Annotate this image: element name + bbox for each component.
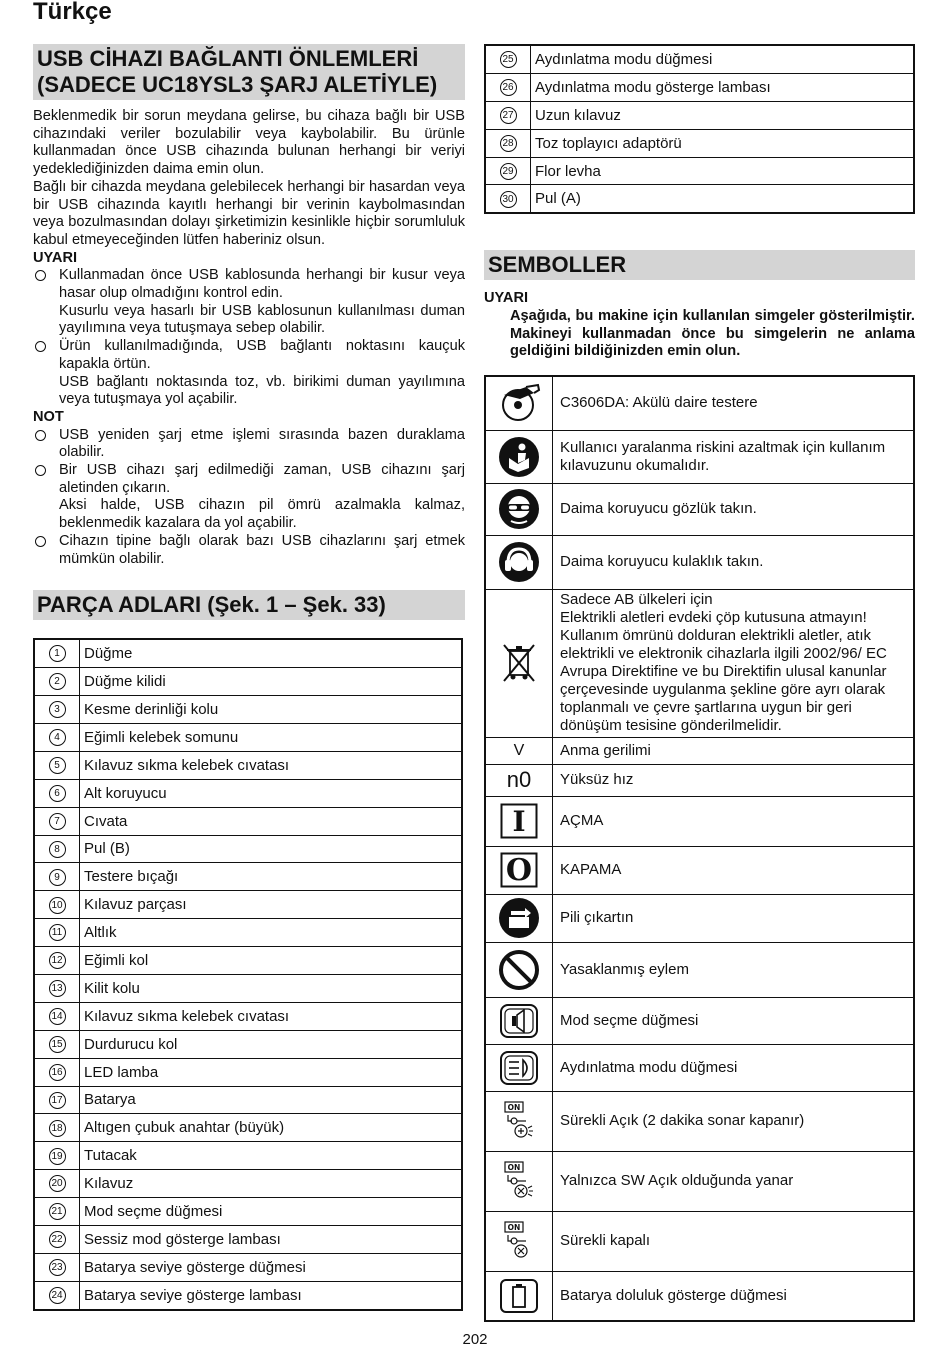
- part-row: [34, 974, 462, 1002]
- part-row: [34, 1030, 462, 1058]
- part-name: Eğimli kol: [80, 947, 463, 975]
- part-row: [34, 863, 462, 891]
- part-number: 14: [49, 1008, 66, 1025]
- part-row: [34, 723, 462, 751]
- part-number-cell: [34, 807, 80, 835]
- part-row: [34, 1142, 462, 1170]
- part-number-cell: [485, 185, 531, 213]
- remove-battery-icon: [486, 897, 552, 939]
- parts-table-right: [484, 44, 915, 214]
- bullet-circle-icon: [35, 270, 46, 281]
- part-number: 1: [49, 645, 66, 662]
- part-row: [34, 891, 462, 919]
- part-row: [34, 807, 462, 835]
- part-row: [34, 947, 462, 975]
- switch-on-icon: [486, 803, 552, 839]
- part-number: 25: [500, 51, 517, 68]
- symbol-row: [485, 1151, 914, 1211]
- usb-paragraph-1: Beklenmedik bir sorun meydana gelirse, bu cihaza bağlı bir USB cihazındaki veriler bozulabilir veya kaybolabilir. Bu ürünle kullanmadan önce USB cihazında bulunan herhangi bir veriyi yedeklediğinizden daima emin olun.: [33, 108, 465, 178]
- symbol-row: [485, 894, 914, 942]
- part-name: Tutacak: [80, 1142, 463, 1170]
- symbol-row: [485, 1044, 914, 1091]
- part-row: [34, 779, 462, 807]
- part-number: 2: [49, 673, 66, 690]
- symbol-row: [485, 589, 914, 737]
- part-name: Flor levha: [531, 157, 915, 185]
- part-number-cell: [485, 45, 531, 73]
- read-manual-icon: [486, 436, 552, 478]
- part-number: 27: [500, 107, 517, 124]
- part-row: [34, 751, 462, 779]
- part-row: [34, 919, 462, 947]
- part-row: [34, 1170, 462, 1198]
- part-name: Toz toplayıcı adaptörü: [531, 129, 915, 157]
- symbol-glyph: n0: [506, 767, 532, 793]
- part-number: 24: [49, 1287, 66, 1304]
- symbol-row: [485, 535, 914, 589]
- bullet-continuation: Kusurlu veya hasarlı bir USB kablosunun kullanılması duman yayılımına veya tutuşmaya sebep olabilir.: [59, 302, 465, 337]
- part-row: [34, 1225, 462, 1253]
- page-number: 202: [462, 1331, 488, 1348]
- part-row: [34, 1058, 462, 1086]
- bullet-text: Ürün kullanılmadığında, USB bağlantı noktasını kauçuk kapakla örtün.: [59, 338, 465, 372]
- symbol-row: [485, 737, 914, 764]
- bullet-item: [33, 267, 465, 338]
- bullet-item: [33, 533, 465, 568]
- usb-section-heading: [33, 44, 465, 100]
- symbol-glyph: V: [513, 741, 525, 759]
- part-number-cell: [485, 129, 531, 157]
- part-number: 11: [49, 924, 66, 941]
- part-row: [485, 185, 914, 213]
- part-number: 29: [500, 163, 517, 180]
- part-name: Batarya seviye gösterge düğmesi: [80, 1253, 463, 1281]
- symbol-description: Sürekli Açık (2 dakika sonar kapanır): [553, 1091, 915, 1151]
- bullet-circle-icon: [35, 465, 46, 476]
- on-badge: ON: [507, 1223, 521, 1233]
- part-row: [34, 835, 462, 863]
- part-number: 16: [49, 1064, 66, 1081]
- part-number: 10: [49, 897, 66, 914]
- no-load-speed-symbol: [486, 767, 552, 793]
- always-off-icon: [486, 1221, 552, 1261]
- part-number-cell: [34, 1225, 80, 1253]
- part-name: Altıgen çubuk anahtar (büyük): [80, 1114, 463, 1142]
- part-number: 21: [49, 1203, 66, 1220]
- part-number-cell: [34, 1086, 80, 1114]
- symbol-description: Yalnızca SW Açık olduğunda yanar: [553, 1151, 915, 1211]
- mode-select-button-icon: [486, 1003, 552, 1039]
- part-number: 23: [49, 1259, 66, 1276]
- part-number: 20: [49, 1175, 66, 1192]
- part-number-cell: [34, 668, 80, 696]
- part-number-cell: [34, 639, 80, 667]
- part-name: Aydınlatma modu gösterge lambası: [531, 73, 915, 101]
- bullet-item: [33, 427, 465, 462]
- bullet-continuation: Aksi halde, USB cihazın pil ömrü azalmakla kalmaz, beklenmedik kazalara da yol açabilir.: [59, 497, 465, 532]
- part-number-cell: [34, 696, 80, 724]
- part-number-cell: [34, 1114, 80, 1142]
- part-name: Sessiz mod gösterge lambası: [80, 1225, 463, 1253]
- part-row: [34, 639, 462, 667]
- usb-note-list: [33, 427, 465, 569]
- part-number-cell: [485, 157, 531, 185]
- symbol-description: AÇMA: [553, 796, 915, 846]
- part-name: LED lamba: [80, 1058, 463, 1086]
- part-number: 22: [49, 1231, 66, 1248]
- part-number: 17: [49, 1092, 66, 1109]
- part-number: 12: [49, 952, 66, 969]
- part-name: Pul (A): [535, 190, 581, 208]
- symbol-row: [485, 1271, 914, 1321]
- battery-indicator-button-icon: [486, 1278, 552, 1314]
- part-number-cell: [34, 1281, 80, 1309]
- bullet-item: [33, 462, 465, 533]
- part-row: [34, 1086, 462, 1114]
- symbol-row: [485, 764, 914, 796]
- part-name: Kılavuz: [80, 1170, 463, 1198]
- part-number: 4: [49, 729, 66, 746]
- symbol-description: Daima koruyucu gözlük takın.: [553, 483, 915, 535]
- language-label: Türkçe: [33, 0, 112, 25]
- part-name: Batarya: [80, 1086, 463, 1114]
- part-name: Testere bıçağı: [80, 863, 463, 891]
- part-number-cell: [34, 1142, 80, 1170]
- part-name: Durdurucu kol: [80, 1030, 463, 1058]
- part-row: [34, 1281, 462, 1309]
- part-number-cell: [34, 751, 80, 779]
- bullet-text: Kullanmadan önce USB kablosunda herhangi bir kusur veya hasar olup olmadığını kontrol edin.: [59, 267, 465, 302]
- symbol-description: Anma gerilimi: [553, 737, 915, 764]
- symbol-row: [485, 796, 914, 846]
- part-name: Kılavuz sıkma kelebek cıvatası: [80, 751, 463, 779]
- part-name: Alt koruyucu: [80, 779, 463, 807]
- circular-saw-icon: [486, 381, 552, 425]
- symbol-description: Batarya doluluk gösterge düğmesi: [560, 1286, 787, 1304]
- usb-heading-line-2: (SADECE UC18YSL3 ŞARJ ALETİYLE): [37, 72, 438, 97]
- part-number-cell: [485, 101, 531, 129]
- on-badge: ON: [507, 1103, 521, 1113]
- symbol-row: [485, 376, 914, 430]
- usb-paragraph-2: Bağlı bir cihazda meydana gelebilecek herhangi bir hasardan veya bir USB cihazında kayıtlı herhangi bir verinin kaybolmasından veya bozulmasından dolayı şirketimizin kesinlikle hiçbir sorumluluk kabul etmeyeceğinden lütfen haberiniz olsun.: [33, 178, 465, 248]
- part-number-cell: [34, 1002, 80, 1030]
- symbol-description: Sürekli kapalı: [553, 1211, 915, 1271]
- crossed-bin-icon: [486, 641, 552, 685]
- bullet-text: Cihazın tipine bağlı olarak bazı USB cihazlarını şarj etmek mümkün olabilir.: [59, 532, 465, 567]
- symbol-description: KAPAMA: [553, 846, 915, 894]
- symbols-intro: Aşağıda, bu makine için kullanılan simgeler gösterilmiştir. Makineyi kullanmadan önce bu simgelerin ne anlama geldiğini bildiğinizden emin olun.: [510, 308, 915, 360]
- symbols-warning-label: UYARI: [484, 290, 529, 307]
- part-row: [34, 1114, 462, 1142]
- symbol-row: [485, 1211, 914, 1271]
- part-number-cell: [34, 891, 80, 919]
- part-number: 15: [49, 1036, 66, 1053]
- symbol-row: [485, 430, 914, 483]
- part-row: [34, 1253, 462, 1281]
- part-name: Eğimli kelebek somunu: [80, 723, 463, 751]
- part-number: 3: [49, 701, 66, 718]
- symbol-description: Aydınlatma modu düğmesi: [553, 1044, 915, 1091]
- symbol-description: C3606DA: Akülü daire testere: [553, 376, 915, 430]
- part-number: 8: [49, 841, 66, 858]
- always-on-icon: [486, 1101, 552, 1141]
- safety-goggles-icon: [486, 488, 552, 530]
- part-row: [485, 101, 914, 129]
- part-name: Cıvata: [80, 807, 463, 835]
- light-mode-button-icon: [486, 1050, 552, 1086]
- symbol-row: [485, 846, 914, 894]
- symbol-glyph: I: [512, 805, 526, 839]
- symbols-section-heading: SEMBOLLER: [484, 250, 915, 280]
- voltage-symbol: [486, 742, 552, 760]
- part-name: Altlık: [80, 919, 463, 947]
- part-number: 19: [49, 1148, 66, 1165]
- part-number-cell: [34, 723, 80, 751]
- part-number-cell: [485, 73, 531, 101]
- bullet-item: [33, 338, 465, 409]
- part-name: Batarya seviye gösterge lambası: [84, 1286, 302, 1304]
- part-number-cell: [34, 835, 80, 863]
- on-badge: ON: [507, 1163, 521, 1173]
- usb-warning-label: UYARI: [33, 249, 78, 266]
- part-row: [485, 45, 914, 73]
- bullet-circle-icon: [35, 430, 46, 441]
- part-number: 5: [49, 757, 66, 774]
- part-name: Kılavuz parçası: [80, 891, 463, 919]
- symbol-description: Kullanıcı yaralanma riskini azaltmak için kullanım kılavuzunu okumalıdır.: [553, 430, 915, 483]
- part-number-cell: [34, 1058, 80, 1086]
- part-number: 13: [49, 980, 66, 997]
- symbol-description: Yasaklanmış eylem: [553, 942, 915, 997]
- ear-protection-icon: [486, 541, 552, 583]
- part-number-cell: [34, 919, 80, 947]
- right-column: [484, 44, 915, 1322]
- part-number: 28: [500, 135, 517, 152]
- part-number: 6: [49, 785, 66, 802]
- part-number-cell: [34, 1170, 80, 1198]
- parts-section-heading: PARÇA ADLARI (Şek. 1 – Şek. 33): [33, 590, 465, 620]
- part-number: 26: [500, 79, 517, 96]
- part-number-cell: [34, 947, 80, 975]
- symbols-table: [484, 375, 915, 1322]
- switch-off-icon: [486, 852, 552, 888]
- part-number-cell: [34, 863, 80, 891]
- symbol-row: [485, 1091, 914, 1151]
- part-number-cell: [34, 1198, 80, 1226]
- part-number-cell: [34, 1030, 80, 1058]
- part-name: Pul (B): [80, 835, 463, 863]
- part-name: Mod seçme düğmesi: [80, 1198, 463, 1226]
- part-row: [485, 73, 914, 101]
- bullet-text: USB yeniden şarj etme işlemi sırasında bazen duraklama olabilir.: [59, 426, 465, 461]
- symbol-description: Daima koruyucu kulaklık takın.: [553, 535, 915, 589]
- bullet-circle-icon: [35, 536, 46, 547]
- part-number: 9: [49, 869, 66, 886]
- symbol-description: Yüksüz hız: [553, 764, 915, 796]
- part-name: Kesme derinliği kolu: [80, 696, 463, 724]
- symbol-description: Sadece AB ülkeleri için Elektrikli aletleri evdeki çöp kutusuna atmayın! Kullanım ömrünü dolduran elektrikli aletler, atık elektrikli ve elektronik cihazlarla ilgili 2002/96/ EC Avrupa Direktifine ve bu Direktifin ulusal kanunlar çerçevesinde uygulanma şekline göre ayrı olarak toplanmalı ve çevre şartlarına uygun bir geri dönüşüm tesisine gönderilmelidir.: [553, 589, 915, 737]
- part-row: [485, 157, 914, 185]
- part-name: Kılavuz sıkma kelebek cıvatası: [80, 1002, 463, 1030]
- part-row: [34, 696, 462, 724]
- usb-note-label: NOT: [33, 408, 64, 425]
- symbol-description: Pili çıkartın: [553, 894, 915, 942]
- part-name: Düğme: [80, 639, 463, 667]
- symbol-description: Mod seçme düğmesi: [553, 997, 915, 1044]
- usb-warning-list: [33, 267, 465, 409]
- left-column: [33, 44, 465, 1311]
- parts-table-left: [33, 638, 463, 1310]
- part-number-cell: [34, 974, 80, 1002]
- part-row: [34, 1198, 462, 1226]
- part-number: 7: [49, 813, 66, 830]
- symbol-row: [485, 942, 914, 997]
- symbol-row: [485, 997, 914, 1044]
- part-number-cell: [34, 1253, 80, 1281]
- part-number: 18: [49, 1120, 66, 1137]
- part-name: Düğme kilidi: [80, 668, 463, 696]
- prohibited-icon: [486, 949, 552, 991]
- bullet-circle-icon: [35, 341, 46, 352]
- part-row: [34, 1002, 462, 1030]
- usb-heading-line-1: USB CİHAZI BAĞLANTI ÖNLEMLERİ: [37, 46, 419, 71]
- symbol-glyph: O: [505, 853, 533, 889]
- part-name: Aydınlatma modu düğmesi: [531, 45, 915, 73]
- bullet-text: Bir USB cihazı şarj edilmediği zaman, USB cihazını şarj aletinden çıkarın.: [59, 462, 465, 496]
- part-number: 30: [500, 191, 517, 208]
- part-row: [485, 129, 914, 157]
- part-name: Uzun kılavuz: [531, 101, 915, 129]
- part-name: Kilit kolu: [80, 974, 463, 1002]
- bullet-continuation: USB bağlantı noktasında toz, vb. birikimi duman yayılımına veya tutuşmaya yol açabilir.: [59, 373, 465, 408]
- part-number-cell: [34, 779, 80, 807]
- symbol-row: [485, 483, 914, 535]
- part-row: [34, 668, 462, 696]
- sw-on-light-icon: [486, 1161, 552, 1201]
